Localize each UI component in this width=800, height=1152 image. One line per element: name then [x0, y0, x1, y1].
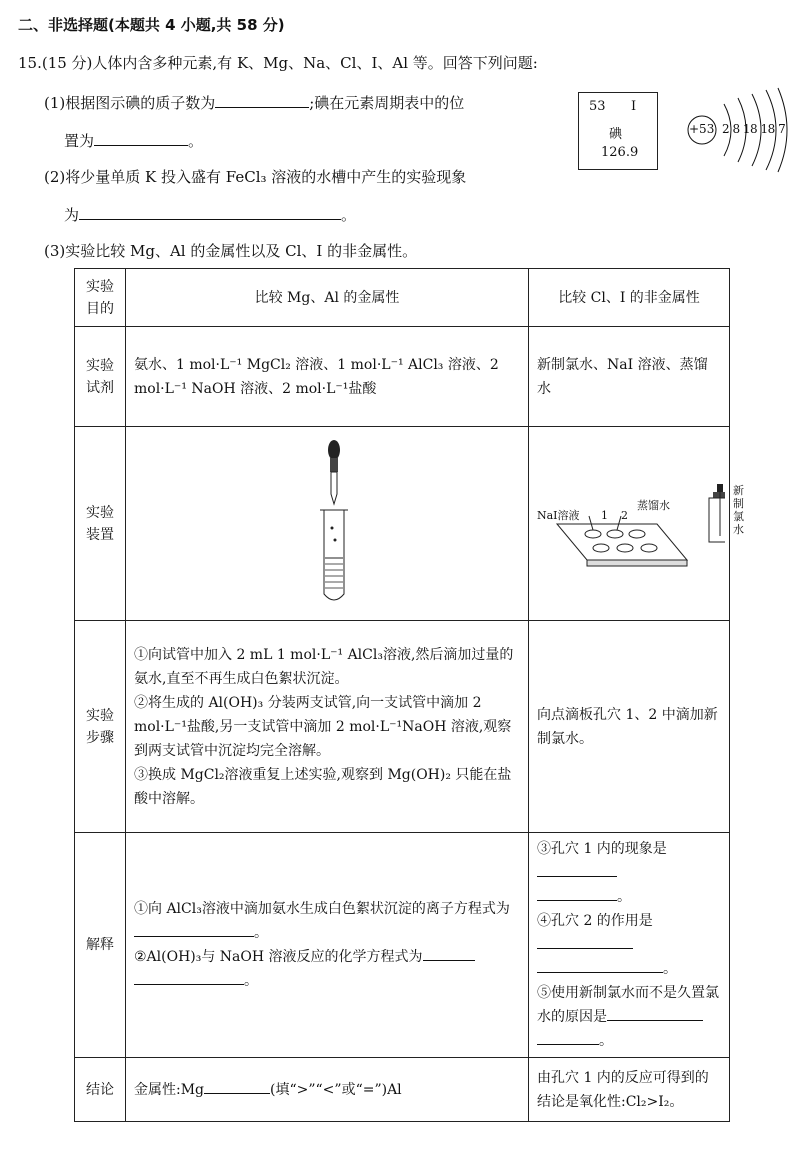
row-label: 实验目的: [75, 269, 126, 327]
label-well-1: 1: [601, 508, 608, 522]
table-row-steps: [75, 621, 730, 833]
table-row-reagents: [75, 327, 730, 427]
table-row-conclusion: [75, 1058, 730, 1122]
label-nai-solution: NaI溶液: [537, 508, 580, 522]
element-atomic-number: 53: [589, 99, 606, 114]
answer-blank[interactable]: [134, 970, 244, 985]
reagents-nonmetal: 新制氯水、NaI 溶液、蒸馏水: [529, 327, 730, 427]
spot-plate-apparatus: [529, 427, 744, 621]
row-label: 实验试剂: [75, 327, 126, 427]
answer-blank[interactable]: [537, 934, 633, 949]
answer-blank[interactable]: [94, 131, 188, 146]
atom-shell-electrons: 2 8 18 18 7: [722, 122, 786, 136]
row-label: 解释: [75, 833, 126, 1058]
question-15-part-1: (1)根据图示碘的质子数为 ;碘在元素周期表中的位: [44, 94, 465, 112]
steps-metal: [126, 621, 529, 833]
question-15-part-2-cont: 为 。: [64, 206, 357, 224]
label-well-2: 2: [621, 508, 628, 522]
atom-structure-diagram: [684, 86, 790, 176]
answer-blank[interactable]: [215, 93, 309, 108]
question-15-intro: 15.(15 分)人体内含多种元素,有 K、Mg、Na、Cl、I、Al 等。回答下列问题:: [18, 54, 538, 72]
table-row-apparatus: [75, 427, 730, 621]
test-tube-apparatus: [126, 427, 529, 621]
explain-nonmetal: ③孔穴 1 内的现象是 。 ④孔穴 2 的作用是 。 ⑤使用新制氯水而不是久置氯水的原因是 。: [529, 833, 730, 1058]
element-symbol: I: [631, 99, 637, 114]
answer-blank[interactable]: [423, 946, 475, 961]
row-label: 结论: [75, 1058, 126, 1122]
answer-blank[interactable]: [537, 886, 617, 901]
reagents-metal: 氨水、1 mol·L⁻¹ MgCl₂ 溶液、1 mol·L⁻¹ AlCl₃ 溶液、2 mol·L⁻¹ NaOH 溶液、2 mol·L⁻¹盐酸: [126, 327, 529, 427]
label-fresh-chlorine-water: 新制氯水: [733, 483, 744, 536]
table-row-explain: [75, 833, 730, 1058]
answer-blank[interactable]: [79, 205, 341, 220]
answer-blank[interactable]: [607, 1006, 703, 1021]
element-name: 碘: [609, 127, 623, 142]
step-1: ①向试管中加入 2 mL 1 mol·L⁻¹ AlCl₃溶液,然后滴加过量的氨水,直至不再生成白色絮状沉淀。: [134, 646, 514, 687]
answer-blank[interactable]: [537, 958, 663, 973]
atom-nucleus-charge: +53: [689, 122, 715, 136]
question-15-part-3: (3)实验比较 Mg、Al 的金属性以及 Cl、I 的非金属性。: [44, 242, 418, 260]
row-label: 实验装置: [75, 427, 126, 621]
experiment-table: [74, 268, 744, 1122]
answer-blank[interactable]: [537, 862, 617, 877]
step-2: ②将生成的 Al(OH)₃ 分装两支试管,向一支试管中滴加 2 mol·L⁻¹盐酸,另一支试管中滴加 2 mol·L⁻¹NaOH 溶液,观察到两支试管中沉淀均完全溶解。: [134, 694, 512, 759]
dropper-and-test-tube-drawing: [134, 432, 504, 608]
conclusion-metal: 金属性:Mg (填“>”“<”或“=”)Al: [126, 1058, 529, 1122]
answer-blank[interactable]: [204, 1079, 270, 1094]
element-card: [578, 92, 658, 170]
purpose-nonmetal: 比较 Cl、I 的非金属性: [529, 269, 730, 327]
label-distilled-water: 蒸馏水: [637, 498, 670, 512]
steps-nonmetal: 向点滴板孔穴 1、2 中滴加新制氯水。: [529, 621, 730, 833]
table-row-purpose: [75, 269, 730, 327]
answer-blank[interactable]: [537, 1030, 599, 1045]
step-3: ③换成 MgCl₂溶液重复上述实验,观察到 Mg(OH)₂ 只能在盐酸中溶解。: [134, 766, 512, 807]
answer-blank[interactable]: [134, 922, 254, 937]
conclusion-nonmetal: 由孔穴 1 内的反应可得到的结论是氧化性:Cl₂>I₂。: [529, 1058, 730, 1122]
explain-metal: ①向 AlCl₃溶液中滴加氨水生成白色絮状沉淀的离子方程式为。 ②Al(OH)₃与 NaOH 溶液反应的化学方程式为 。: [126, 833, 529, 1058]
element-mass: 126.9: [601, 145, 639, 160]
purpose-metal: 比较 Mg、Al 的金属性: [126, 269, 529, 327]
section-title: 二、非选择题(本题共 4 小题,共 58 分): [18, 16, 285, 34]
question-15-part-1-cont: 置为 。: [64, 132, 204, 150]
question-15-part-2: (2)将少量单质 K 投入盛有 FeCl₃ 溶液的水槽中产生的实验现象: [44, 168, 467, 186]
row-label: 实验步骤: [75, 621, 126, 833]
